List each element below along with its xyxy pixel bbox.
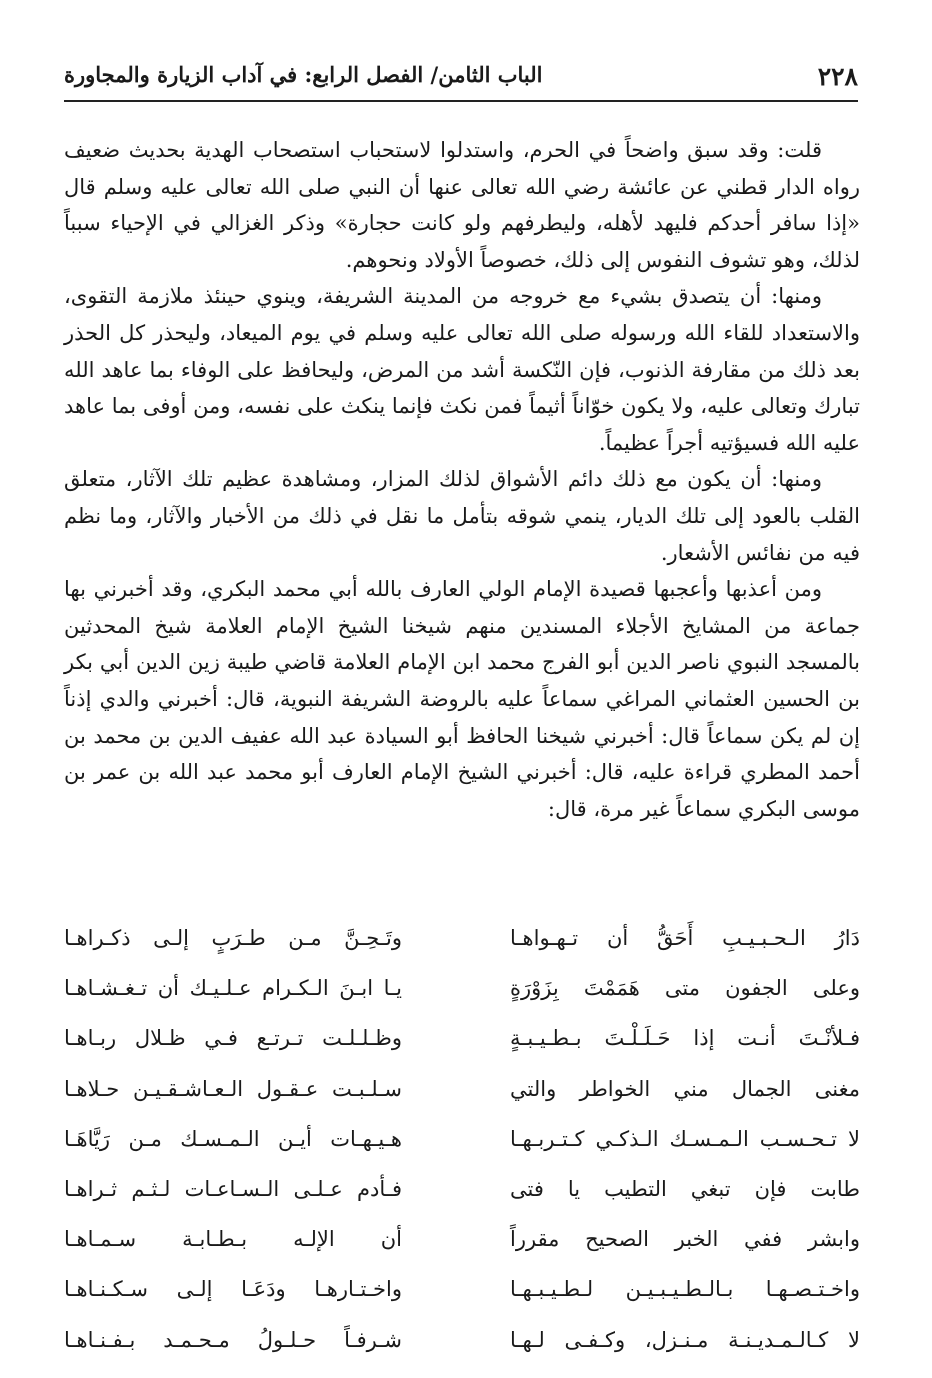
page-header xyxy=(64,56,858,96)
verse-line xyxy=(64,1227,860,1277)
verse-second-hemistich: سـلـبـت عـقـول الـعـاشـقـيـن حـلاهـا xyxy=(64,1076,402,1101)
verse-second-hemistich: أن الإلـه بـطـابـة سـمـاهـا xyxy=(64,1227,402,1252)
verse-line xyxy=(64,1077,860,1127)
verse-second-hemistich: واخـتـارهـا ودَعَـا إلـى سـكـنـاهـا xyxy=(64,1277,402,1302)
verse-line xyxy=(64,1277,860,1327)
verse-first-hemistich: وعلى الجفون متى هَمَمْتَ بِزَوْرَةٍ xyxy=(510,976,860,1001)
verse-second-hemistich: يـا ابـنَ الـكـرام عـلـيـك أن تـغـشـاهـا xyxy=(64,976,402,1001)
verse-first-hemistich: واخـتـصـهـا بـالـطـيـبـيـن لـطـيـبـهـا xyxy=(510,1277,860,1302)
verse-first-hemistich: لا تـحـسـب الـمـسـك الـذكـي كـتـربـهـا xyxy=(510,1126,860,1151)
verse-second-hemistich: هـيـهـات أيـن الـمـسـك مـن رَيَّاهَـا xyxy=(64,1126,402,1151)
verse-line xyxy=(64,1177,860,1227)
verse-second-hemistich: شـرفـاً حـلـولُ مـحـمـد بـفـنـاهـا xyxy=(64,1327,402,1352)
verse-line xyxy=(64,926,860,976)
paragraph: ومنها: أن يكون مع ذلك دائم الأشواق لذلك المزار، ومشاهدة عظيم تلك الآثار، متعلق القلب بالعود إلى تلك الديار، ينمي شوقه بتأمل ما نقل في ذلك من الأخبار والآثار، وما نظم فيه من نفائس الأشعار. xyxy=(64,467,860,565)
verse-first-hemistich: وابشر ففي الخبر الصحيح مقرراً xyxy=(510,1227,860,1252)
header-rule xyxy=(64,100,858,102)
verse-line xyxy=(64,976,860,1026)
verse-second-hemistich: فـأدم عـلـى الـسـاعـات لـثـم ثـراهـا xyxy=(64,1176,402,1201)
running-title: الباب الثامن/ الفصل الرابع: في آداب الزيارة والمجاورة xyxy=(64,62,543,87)
verse-line xyxy=(64,1026,860,1076)
page-number: ٢٢٨ xyxy=(817,62,858,91)
verse-first-hemistich: دَارُ الـحـبـيـبِ أَحَقُّ أن تـهـواهـا xyxy=(510,926,860,950)
verse-line xyxy=(64,1328,860,1378)
paragraph: قلت: وقد سبق واضحاً في الحرم، واستدلوا لاستحباب استصحاب الهدية بحديث ضعيف رواه الدار قطني عن عائشة رضي الله تعالى عنها أن النبي صلى الله تعالى عليه وسلم قال «إذا سافر أحدكم فليهد لأهله، وليطرفهم ولو كانت حجارة» وذكر الغزالي في الإحياء سبباً لذلك، وهو تشوف النفوس إلى ذلك، خصوصاً الأولاد ونحوهم. xyxy=(64,138,860,272)
paragraph: ومن أعذبها وأعجبها قصيدة الإمام الولي العارف بالله أبي محمد البكري، وقد أخبرني بها جماعة من المشايخ الأجلاء المسندين منهم شيخنا الشيخ الإمام العلامة شيخ المحدثين بالمسجد النبوي ناصر الدين أبو الفرج محمد ابن الإمام العلامة قاضي طيبة زين الدين أبي بكر بن الحسين العثماني المراغي سماعاً عليه بالروضة الشريفة النبوية، قال: أخبرني والدي إذناً إن لم يكن سماعاً قال: أخبرني شيخنا الحافظ أبو السيادة عبد الله عفيف الدين بن محمد بن أحمد المطري قراءة عليه، قال: أخبرني الشيخ الإمام العارف أبو محمد عبد الله بن عمر بن موسى البكري سماعاً غير مرة، قال: xyxy=(64,577,860,821)
verse-first-hemistich: لا كـالـمـديـنـة مـنـزل، وكـفـى لـهـا xyxy=(510,1327,860,1352)
body-text xyxy=(64,132,860,827)
paragraph: ومنها: أن يتصدق بشيء مع خروجه من المدينة الشريفة، وينوي حينئذ ملازمة التقوى، والاستعداد للقاء الله ورسوله صلى الله تعالى عليه وسلم في يوم الميعاد، وليحذر كل الحذر بعد ذلك من مقارفة الذنوب، فإن النّكسة أشد من المرض، وليحافظ على الوفاء بما عاهد الله تبارك وتعالى عليه، ولا يكون خوّاناً أثيماً فمن نكث فإنما ينكث على نفسه، ومن أوفى بما عاهد عليه الله فسيؤتيه أجراً عظيماً. xyxy=(64,284,860,455)
verse-first-hemistich: فـلأنْـتَ أنـت إذا حَـلَـلْـتَ بـطـيـبـةٍ xyxy=(510,1026,860,1051)
verse-first-hemistich: مغنى الجمال مني الخواطر والتي xyxy=(510,1076,860,1101)
poem xyxy=(64,926,860,1378)
verse-second-hemistich: وتَـحِـنَّ مـن طـرَبٍ إلـى ذكـراهـا xyxy=(64,926,402,950)
verse-second-hemistich: وظـلـلـت تـرتـع فـي ظـلال ربـاهـا xyxy=(64,1026,402,1051)
verse-line xyxy=(64,1127,860,1177)
verse-first-hemistich: طابت فإن تبغي التطيب يا فتى xyxy=(510,1176,860,1201)
